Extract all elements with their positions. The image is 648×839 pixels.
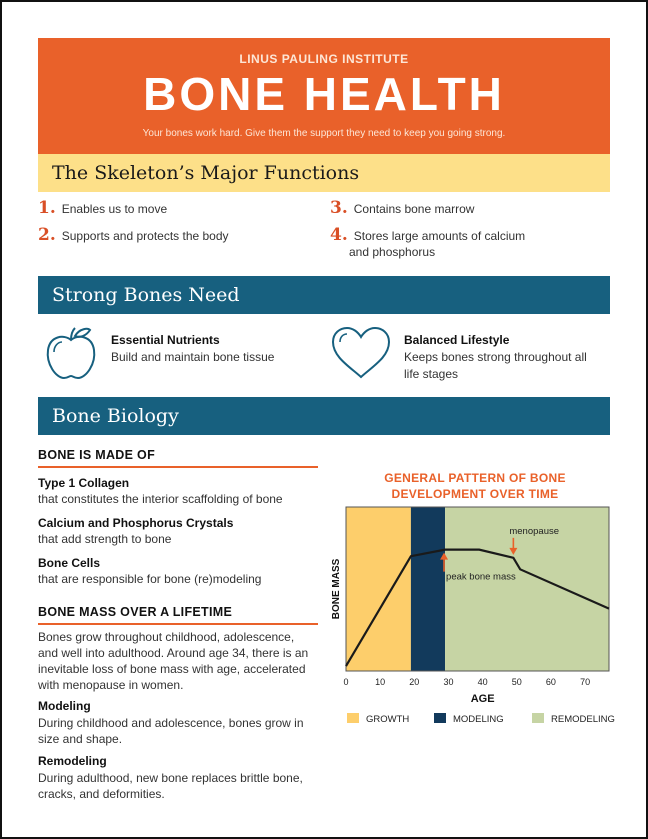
function-text: Enables us to move xyxy=(61,202,168,216)
function-text: Stores large amounts of calcium xyxy=(353,229,526,243)
modeling-line: During childhood and adolescence, bones grow in xyxy=(38,716,304,730)
x-tick-label: 10 xyxy=(375,677,386,687)
org-name: LINUS PAULING INSTITUTE xyxy=(239,52,409,66)
y-axis-label: BONE MASS xyxy=(331,558,342,620)
need-text: Keeps bones strong throughout all xyxy=(404,350,587,364)
x-axis-label: AGE xyxy=(470,693,495,705)
x-tick-label: 70 xyxy=(580,677,591,687)
x-tick-label: 0 xyxy=(343,677,349,687)
x-tick-label: 60 xyxy=(545,677,556,687)
function-item xyxy=(38,225,229,245)
function-item xyxy=(330,225,525,245)
apple-icon xyxy=(42,324,100,382)
need-text-cont: life stages xyxy=(404,367,459,381)
mass-heading: BONE MASS OVER A LIFETIME xyxy=(38,605,233,619)
legend-swatch xyxy=(532,713,544,723)
mass-line: and well into adulthood. Around age 34, there is an xyxy=(38,646,309,660)
component-text: that are responsible for bone (re)modeling xyxy=(38,572,262,586)
menopause-label: menopause xyxy=(509,525,560,537)
remodeling-line: cracks, and deformities. xyxy=(38,787,165,801)
x-tick-label: 40 xyxy=(477,677,488,687)
function-item xyxy=(38,198,167,218)
bone-mass-chart xyxy=(326,505,616,730)
page-title: BONE HEALTH xyxy=(143,68,505,120)
functions-heading: The Skeleton’s Major Functions xyxy=(38,154,610,192)
legend-swatch xyxy=(347,713,359,723)
orange-rule xyxy=(38,466,318,468)
function-number: 1. xyxy=(38,198,56,218)
mass-line: with menopause in women. xyxy=(38,678,184,692)
function-item xyxy=(330,198,474,218)
band-modeling xyxy=(411,507,445,671)
modeling-line: size and shape. xyxy=(38,732,123,746)
chart-title-line: GENERAL PATTERN OF BONE xyxy=(384,471,566,485)
need-title: Balanced Lifestyle xyxy=(404,333,510,347)
x-tick-label: 50 xyxy=(511,677,522,687)
legend-swatch xyxy=(434,713,446,723)
function-text: Supports and protects the body xyxy=(61,229,229,243)
need-text: Build and maintain bone tissue xyxy=(111,350,275,364)
header-banner xyxy=(38,38,610,154)
tagline: Your bones work hard. Give them the support they need to keep you going strong. xyxy=(142,128,506,139)
band-growth xyxy=(346,507,411,671)
remodeling-title: Remodeling xyxy=(38,754,107,768)
remodeling-line: During adulthood, new bone replaces brittle bone, xyxy=(38,771,303,785)
chart-title-line: DEVELOPMENT OVER TIME xyxy=(391,487,559,501)
legend-label: REMODELING xyxy=(551,714,615,725)
function-text: Contains bone marrow xyxy=(353,202,475,216)
chart-title xyxy=(340,470,610,502)
x-tick-label: 20 xyxy=(409,677,420,687)
modeling-title: Modeling xyxy=(38,699,91,713)
need-title: Essential Nutrients xyxy=(111,333,220,347)
heart-icon xyxy=(330,325,392,381)
component-title: Calcium and Phosphorus Crystals xyxy=(38,516,234,530)
x-tick-label: 30 xyxy=(443,677,454,687)
needs-heading: Strong Bones Need xyxy=(38,276,610,314)
function-number: 2. xyxy=(38,225,56,245)
component-title: Bone Cells xyxy=(38,556,101,570)
legend-label: MODELING xyxy=(453,714,504,725)
mass-line: inevitable loss of bone mass with age, accelerated xyxy=(38,662,306,676)
peak-label: peak bone mass xyxy=(446,571,516,583)
orange-rule xyxy=(38,623,318,625)
made-of-heading: BONE IS MADE OF xyxy=(38,448,156,462)
component-text: that constitutes the interior scaffolding of bone xyxy=(38,492,283,506)
component-title: Type 1 Collagen xyxy=(38,476,130,490)
function-text-cont: and phosphorus xyxy=(349,245,436,259)
legend-label: GROWTH xyxy=(366,714,410,725)
function-number: 3. xyxy=(330,198,348,218)
mass-line: Bones grow throughout childhood, adolescence, xyxy=(38,630,295,644)
biology-heading: Bone Biology xyxy=(38,397,610,435)
function-number: 4. xyxy=(330,225,348,245)
component-text: that add strength to bone xyxy=(38,532,172,546)
